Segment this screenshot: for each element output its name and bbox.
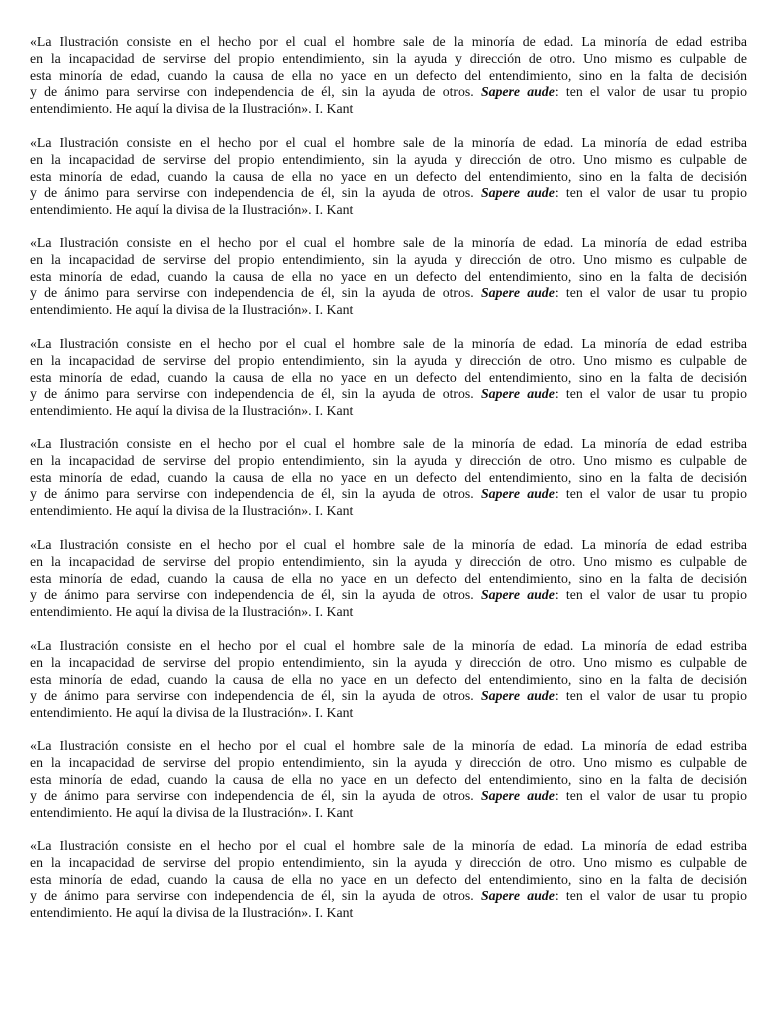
text-fragment: : ten el valor de usar tu propio [554, 888, 747, 904]
text-fragment: y de ánimo para servirse con independencia de él, sin la ayuda de otros. [30, 84, 474, 100]
sapere-aude-emphasis: Sapere aude [480, 688, 555, 704]
sapere-aude-emphasis: Sapere aude [480, 84, 555, 100]
text-fragment: : ten el valor de usar tu propio [554, 688, 747, 704]
sapere-aude-emphasis: Sapere aude [480, 486, 555, 502]
text-line-with-emphasis [30, 486, 747, 503]
text-line: «La Ilustración consiste en el hecho por el cual el hombre sale de la minoría de edad. La minoría de edad estriba [30, 537, 747, 552]
text-line: esta minoría de edad, cuando la causa de ella no yace en un defecto del entendimiento, sino en la falta de decisión [30, 469, 747, 485]
text-line: esta minoría de edad, cuando la causa de ella no yace en un defecto del entendimiento, sino en la falta de decisión [30, 168, 747, 184]
kant-quote-paragraph [30, 235, 747, 319]
text-line: entendimiento. He aquí la divisa de la Ilustración». I. Kant [30, 805, 354, 821]
kant-quote-paragraph [30, 34, 747, 118]
text-line: esta minoría de edad, cuando la causa de ella no yace en un defecto del entendimiento, sino en la falta de decisión [30, 671, 747, 687]
text-line: en la incapacidad de servirse del propio entendimiento, sin la ayuda y dirección de otro. Uno mismo es culpable de [30, 553, 747, 569]
kant-quote-paragraph [30, 638, 747, 722]
kant-quote-paragraph [30, 537, 747, 621]
text-line: «La Ilustración consiste en el hecho por el cual el hombre sale de la minoría de edad. La minoría de edad estriba [30, 738, 747, 753]
text-fragment: y de ánimo para servirse con independencia de él, sin la ayuda de otros. [30, 486, 474, 502]
kant-quote-paragraph [30, 336, 747, 420]
text-line: esta minoría de edad, cuando la causa de ella no yace en un defecto del entendimiento, sino en la falta de decisión [30, 67, 747, 83]
text-line: en la incapacidad de servirse del propio entendimiento, sin la ayuda y dirección de otro. Uno mismo es culpable de [30, 854, 747, 870]
text-line: entendimiento. He aquí la divisa de la Ilustración». I. Kant [30, 604, 354, 620]
sapere-aude-emphasis: Sapere aude [480, 587, 555, 603]
text-fragment: : ten el valor de usar tu propio [554, 486, 747, 502]
text-line: esta minoría de edad, cuando la causa de ella no yace en un defecto del entendimiento, sino en la falta de decisión [30, 268, 747, 284]
text-fragment: : ten el valor de usar tu propio [554, 285, 747, 301]
text-line-with-emphasis [30, 84, 747, 101]
sapere-aude-emphasis: Sapere aude [480, 285, 555, 301]
text-line: «La Ilustración consiste en el hecho por el cual el hombre sale de la minoría de edad. La minoría de edad estriba [30, 638, 747, 653]
sapere-aude-emphasis: Sapere aude [480, 185, 555, 201]
text-fragment: : ten el valor de usar tu propio [554, 788, 747, 804]
text-line: esta minoría de edad, cuando la causa de ella no yace en un defecto del entendimiento, sino en la falta de decisión [30, 771, 747, 787]
text-line: en la incapacidad de servirse del propio entendimiento, sin la ayuda y dirección de otro. Uno mismo es culpable de [30, 151, 747, 167]
text-line: entendimiento. He aquí la divisa de la Ilustración». I. Kant [30, 905, 354, 921]
text-line: en la incapacidad de servirse del propio entendimiento, sin la ayuda y dirección de otro. Uno mismo es culpable de [30, 452, 747, 468]
text-fragment: y de ánimo para servirse con independencia de él, sin la ayuda de otros. [30, 587, 474, 603]
text-fragment: y de ánimo para servirse con independencia de él, sin la ayuda de otros. [30, 888, 474, 904]
text-fragment: : ten el valor de usar tu propio [554, 185, 747, 201]
text-line: «La Ilustración consiste en el hecho por el cual el hombre sale de la minoría de edad. La minoría de edad estriba [30, 235, 747, 250]
text-line: «La Ilustración consiste en el hecho por el cual el hombre sale de la minoría de edad. La minoría de edad estriba [30, 34, 747, 49]
text-fragment: y de ánimo para servirse con independencia de él, sin la ayuda de otros. [30, 285, 474, 301]
text-line: «La Ilustración consiste en el hecho por el cual el hombre sale de la minoría de edad. La minoría de edad estriba [30, 436, 747, 451]
text-line-with-emphasis [30, 587, 747, 604]
text-fragment: : ten el valor de usar tu propio [554, 84, 747, 100]
text-line: entendimiento. He aquí la divisa de la Ilustración». I. Kant [30, 705, 354, 721]
text-line-with-emphasis [30, 285, 747, 302]
text-line: en la incapacidad de servirse del propio entendimiento, sin la ayuda y dirección de otro. Uno mismo es culpable de [30, 352, 747, 368]
text-fragment: y de ánimo para servirse con independencia de él, sin la ayuda de otros. [30, 386, 474, 402]
text-fragment: y de ánimo para servirse con independencia de él, sin la ayuda de otros. [30, 688, 474, 704]
text-line: en la incapacidad de servirse del propio entendimiento, sin la ayuda y dirección de otro. Uno mismo es culpable de [30, 754, 747, 770]
text-line: «La Ilustración consiste en el hecho por el cual el hombre sale de la minoría de edad. La minoría de edad estriba [30, 838, 747, 853]
text-line: en la incapacidad de servirse del propio entendimiento, sin la ayuda y dirección de otro. Uno mismo es culpable de [30, 654, 747, 670]
text-line: entendimiento. He aquí la divisa de la Ilustración». I. Kant [30, 202, 354, 218]
text-line: entendimiento. He aquí la divisa de la Ilustración». I. Kant [30, 403, 354, 419]
text-line: en la incapacidad de servirse del propio entendimiento, sin la ayuda y dirección de otro. Uno mismo es culpable de [30, 50, 747, 66]
text-line: en la incapacidad de servirse del propio entendimiento, sin la ayuda y dirección de otro. Uno mismo es culpable de [30, 251, 747, 267]
kant-quote-paragraph [30, 738, 747, 822]
text-line: «La Ilustración consiste en el hecho por el cual el hombre sale de la minoría de edad. La minoría de edad estriba [30, 135, 747, 150]
text-line-with-emphasis [30, 386, 747, 403]
text-fragment: : ten el valor de usar tu propio [554, 386, 747, 402]
text-line: entendimiento. He aquí la divisa de la Ilustración». I. Kant [30, 101, 354, 117]
sapere-aude-emphasis: Sapere aude [480, 888, 555, 904]
text-line: «La Ilustración consiste en el hecho por el cual el hombre sale de la minoría de edad. La minoría de edad estriba [30, 336, 747, 351]
text-line: esta minoría de edad, cuando la causa de ella no yace en un defecto del entendimiento, sino en la falta de decisión [30, 871, 747, 887]
text-line: entendimiento. He aquí la divisa de la Ilustración». I. Kant [30, 503, 354, 519]
kant-quote-paragraph [30, 436, 747, 520]
text-line: entendimiento. He aquí la divisa de la Ilustración». I. Kant [30, 302, 354, 318]
text-line-with-emphasis [30, 888, 747, 905]
text-fragment: y de ánimo para servirse con independencia de él, sin la ayuda de otros. [30, 185, 474, 201]
text-fragment: : ten el valor de usar tu propio [554, 587, 747, 603]
text-line: esta minoría de edad, cuando la causa de ella no yace en un defecto del entendimiento, sino en la falta de decisión [30, 570, 747, 586]
sapere-aude-emphasis: Sapere aude [480, 386, 555, 402]
kant-quote-paragraph [30, 135, 747, 219]
kant-quote-paragraph [30, 838, 747, 922]
text-line-with-emphasis [30, 788, 747, 805]
text-line-with-emphasis [30, 688, 747, 705]
text-line: esta minoría de edad, cuando la causa de ella no yace en un defecto del entendimiento, sino en la falta de decisión [30, 369, 747, 385]
text-fragment: y de ánimo para servirse con independencia de él, sin la ayuda de otros. [30, 788, 474, 804]
sapere-aude-emphasis: Sapere aude [480, 788, 555, 804]
text-line-with-emphasis [30, 185, 747, 202]
